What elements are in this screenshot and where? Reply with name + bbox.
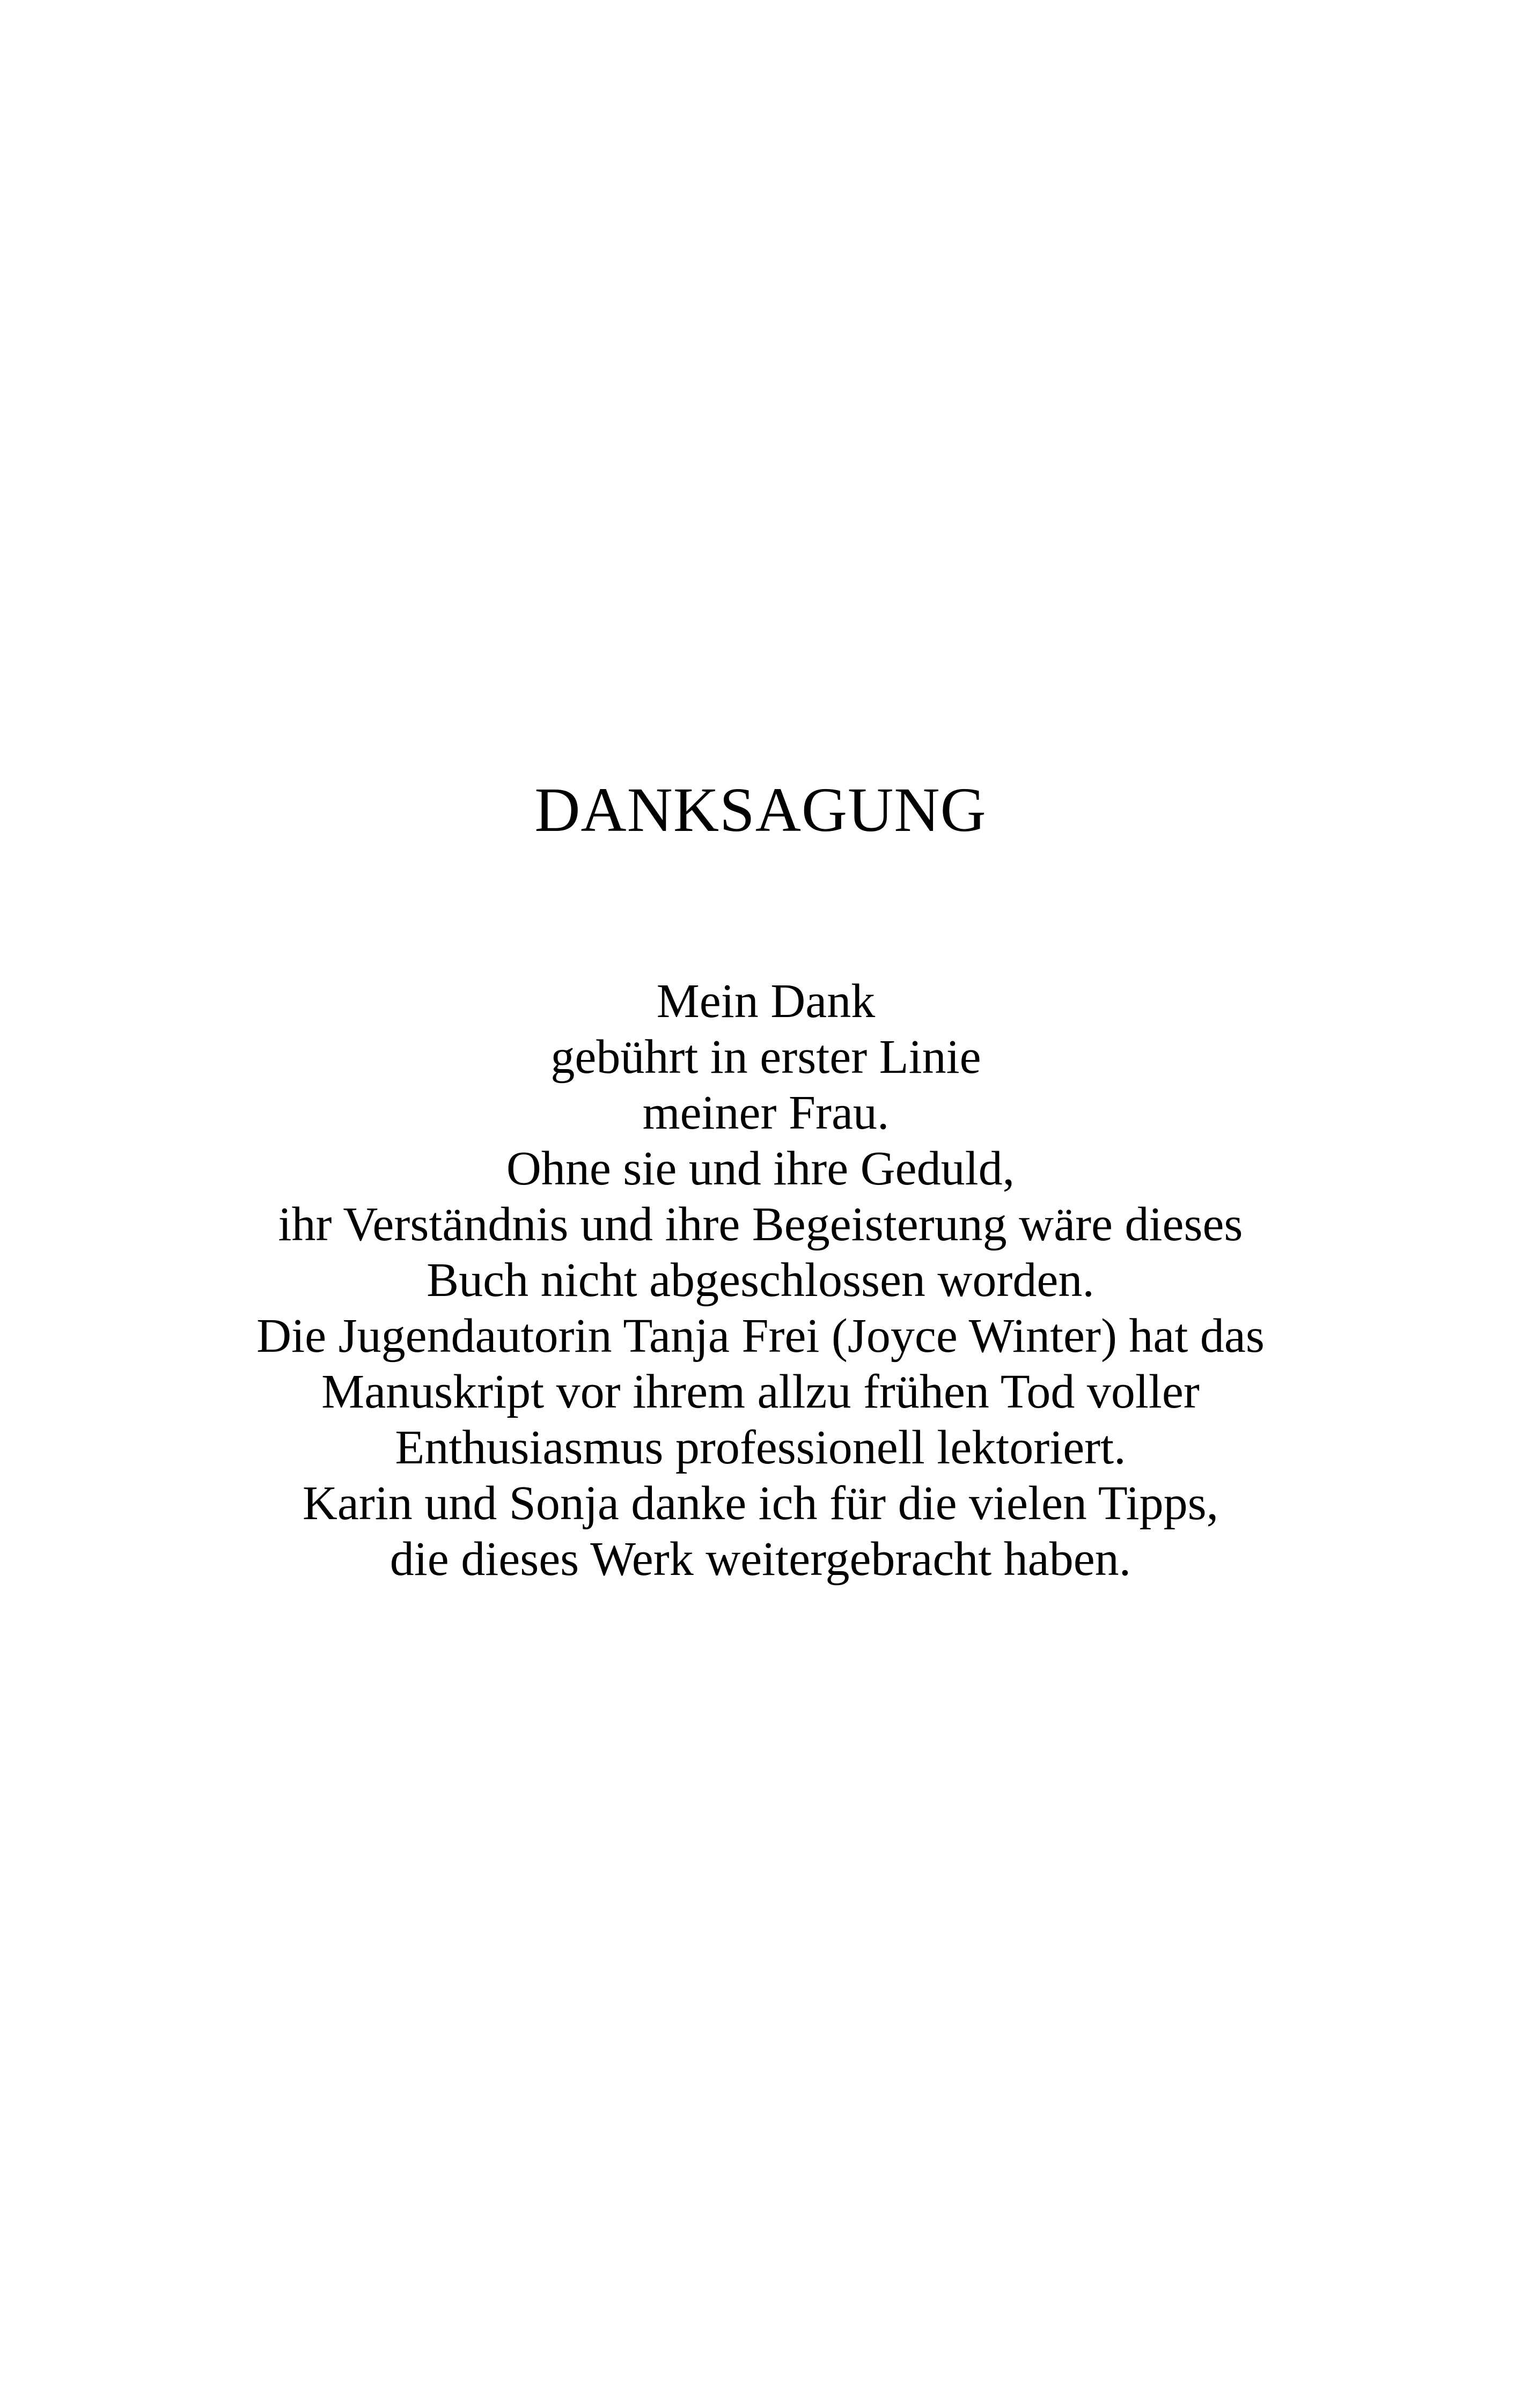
text-line: ihr Verständnis und ihre Begeisterung wäre dieses: [278, 1198, 1243, 1251]
text-line: Manuskript vor ihrem allzu frühen Tod voller: [321, 1365, 1200, 1418]
text-line: Enthusiasmus professionell lektoriert.: [395, 1421, 1126, 1474]
text-line: Ohne sie und ihre Geduld,: [506, 1142, 1015, 1195]
text-line: Karin und Sonja danke ich für die vielen Tipps,: [302, 1477, 1219, 1530]
text-line: die dieses Werk weitergebracht haben.: [390, 1533, 1131, 1586]
text-line: Die Jugendautorin Tanja Frei (Joyce Winter) hat das: [256, 1309, 1265, 1363]
text-line: meiner Frau.: [642, 1086, 890, 1139]
page-title: DANKSAGUNG: [534, 775, 987, 845]
acknowledgement-text: [0, 974, 1521, 1587]
text-line: Mein Dank: [656, 975, 876, 1028]
text-line: Buch nicht abgeschlossen worden.: [427, 1254, 1094, 1307]
text-line: gebührt in erster Linie: [550, 1030, 981, 1084]
